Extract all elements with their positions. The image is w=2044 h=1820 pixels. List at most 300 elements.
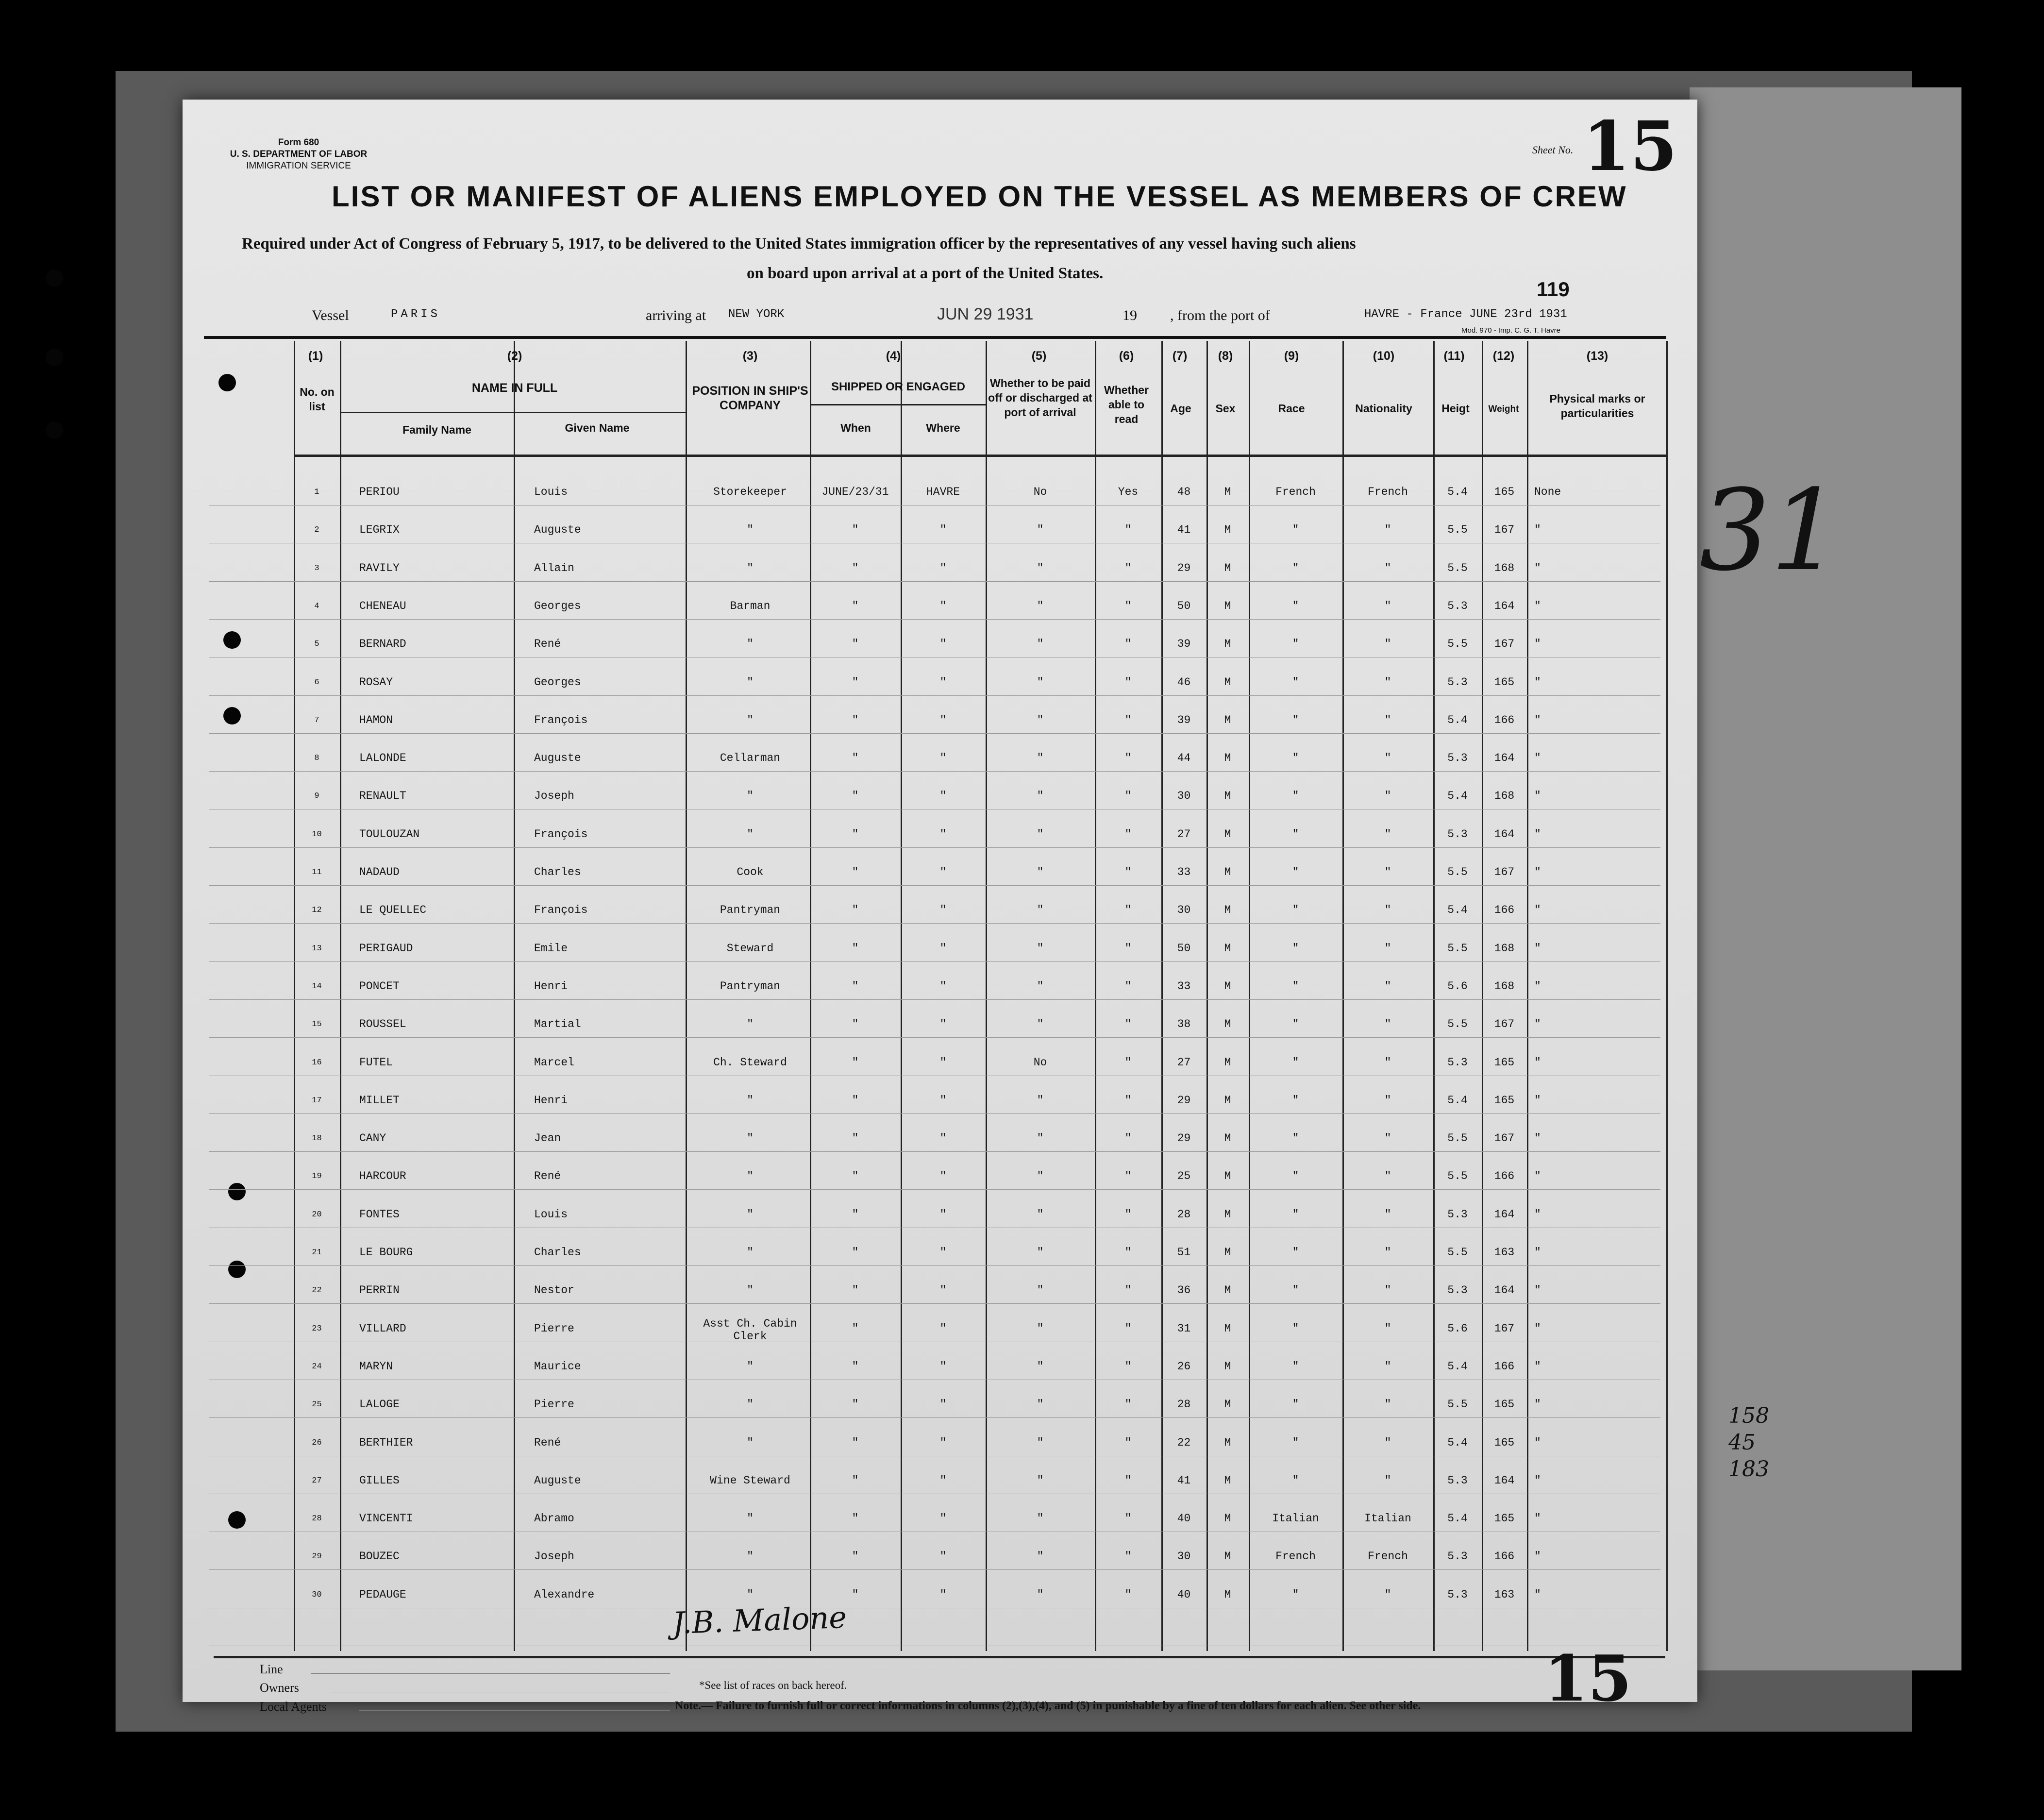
col-shipped: SHIPPED OR ENGAGED [831,380,966,393]
row-rule [209,999,1660,1000]
cell-shipped-where: " [939,1398,947,1411]
cell-able-to-read: " [1124,1360,1132,1373]
penalty-note: Note.— Failure to furnish full or correct informations in columns (2),(3),(4), and (5) in punishable by a fine of ten dollars for each alien. See other side. [675,1700,1421,1712]
cell-nationality: French [1368,486,1408,498]
cell-shipped-when: " [852,638,859,651]
cell-sex: M [1224,1170,1231,1183]
punch-hole [228,1511,246,1529]
cell-given-name: François [534,904,588,917]
cell-given-name: Nestor [534,1284,574,1297]
header-divider [340,412,686,413]
cell-sex: M [1224,599,1231,612]
cell-able-to-read: " [1124,1094,1132,1107]
cell-nationality: " [1384,790,1391,803]
cell-race: " [1292,1246,1299,1259]
cell-position: Ch. Steward [713,1056,787,1069]
col-paid-off: Whether to be paid off or discharged at port of arrival [988,377,1092,419]
cell-height: 5.6 [1447,979,1468,993]
cell-height: 5.3 [1447,752,1468,765]
cell-given-name: Georges [534,599,581,612]
cell-given-name: René [534,1436,561,1449]
cell-row-number: 6 [314,677,319,687]
cell-race: " [1292,827,1299,841]
cell-weight: 165 [1494,1436,1515,1449]
cell-paid-off: " [1037,1588,1044,1601]
cell-family-name: RAVILY [359,561,400,574]
col-num-2: (2) [507,349,522,363]
cell-row-number: 5 [314,640,319,649]
column-divider [1482,341,1483,1651]
cell-paid-off: " [1037,675,1044,689]
cell-paid-off: " [1037,1512,1044,1525]
cell-able-to-read: " [1124,1170,1132,1183]
cell-race: French [1275,486,1316,498]
cell-given-name: Jean [534,1132,561,1145]
cell-shipped-where: " [939,942,947,955]
cell-sex: M [1224,827,1231,841]
cell-shipped-when: " [852,1132,859,1145]
cell-given-name: Abramo [534,1512,574,1525]
cell-shipped-where: " [939,1246,947,1259]
cell-race: " [1292,638,1299,651]
cell-able-to-read: " [1124,790,1132,803]
column-divider [1161,341,1163,1651]
cell-sex: M [1224,561,1231,574]
cell-family-name: CANY [359,1132,386,1145]
cell-shipped-when: " [852,904,859,917]
cell-age: 22 [1177,1436,1191,1449]
cell-paid-off: " [1037,1018,1044,1031]
cell-weight: 167 [1494,866,1515,878]
cell-row-number: 10 [312,829,322,839]
cell-race: " [1292,1398,1299,1411]
cell-given-name: Pierre [534,1322,574,1335]
cell-physical-marks: " [1534,1588,1541,1601]
cell-nationality: " [1384,1170,1391,1183]
cell-paid-off: " [1037,713,1044,726]
year-label: 19 [1123,307,1137,323]
cell-physical-marks: " [1534,979,1541,993]
cell-height: 5.3 [1447,1474,1468,1487]
cell-shipped-where: " [939,1208,947,1221]
cell-shipped-where: " [939,1550,947,1563]
cell-sex: M [1224,1056,1231,1069]
cell-position: " [747,638,754,651]
cell-physical-marks: " [1534,790,1541,803]
cell-sex: M [1224,1094,1231,1107]
cell-able-to-read: " [1124,1284,1132,1297]
cell-height: 5.5 [1447,1398,1468,1411]
cell-sex: M [1224,790,1231,803]
cell-position: Pantryman [720,979,781,993]
cell-age: 36 [1177,1284,1191,1297]
cell-race: " [1292,979,1299,993]
cell-shipped-where: " [939,1094,947,1107]
cell-shipped-when: " [852,1208,859,1221]
column-divider [1666,341,1668,1651]
cell-able-to-read: " [1124,1588,1132,1601]
cell-row-number: 11 [312,868,322,877]
cell-shipped-where: " [939,1284,947,1297]
cell-physical-marks: " [1534,1132,1541,1145]
cell-weight: 166 [1494,713,1515,726]
row-rule [209,1113,1660,1114]
cell-height: 5.3 [1447,599,1468,612]
cell-paid-off: " [1037,1170,1044,1183]
cell-weight: 168 [1494,561,1515,574]
cell-position: " [747,1436,754,1449]
cell-height: 5.3 [1447,675,1468,689]
cell-weight: 165 [1494,1398,1515,1411]
cell-weight: 167 [1494,638,1515,651]
cell-sex: M [1224,1018,1231,1031]
cell-age: 28 [1177,1398,1191,1411]
vessel-name: PARIS [391,308,441,321]
cell-position: " [747,1208,754,1221]
cell-family-name: LEGRIX [359,523,400,537]
cell-shipped-when: " [852,1170,859,1183]
cell-nationality: " [1384,638,1391,651]
cell-paid-off: No [1033,486,1047,498]
col-num-9: (9) [1284,349,1299,363]
cell-race: " [1292,1360,1299,1373]
cell-able-to-read: " [1124,561,1132,574]
cell-shipped-when: " [852,1322,859,1335]
cell-row-number: 14 [312,981,322,991]
cell-nationality: " [1384,1208,1391,1221]
cell-sex: M [1224,1474,1231,1487]
cell-age: 33 [1177,979,1191,993]
cell-weight: 166 [1494,904,1515,917]
cell-physical-marks: " [1534,752,1541,765]
mod-note: Mod. 970 - Imp. C. G. T. Havre [1461,326,1560,335]
cell-row-number: 21 [312,1248,322,1257]
cell-row-number: 19 [312,1172,322,1181]
cell-given-name: René [534,638,561,651]
cell-physical-marks: " [1534,1056,1541,1069]
cell-sex: M [1224,1588,1231,1601]
cell-shipped-where: " [939,1512,947,1525]
cell-family-name: ROSAY [359,675,393,689]
cell-family-name: LE BOURG [359,1246,413,1259]
cell-nationality: French [1368,1550,1408,1563]
cell-able-to-read: " [1124,827,1132,841]
cell-shipped-where: " [939,1132,947,1145]
cell-race: " [1292,1094,1299,1107]
cell-age: 40 [1177,1588,1191,1601]
cell-row-number: 3 [314,563,319,573]
cell-shipped-when: " [852,942,859,955]
cell-height: 5.3 [1447,1284,1468,1297]
service-name: IMMIGRATION SERVICE [246,161,351,171]
cell-given-name: François [534,713,588,726]
cell-able-to-read: " [1124,904,1132,917]
cell-height: 5.3 [1447,1208,1468,1221]
cell-given-name: Emile [534,942,568,955]
cell-weight: 164 [1494,599,1515,612]
header-divider [294,455,1666,457]
col-num-6: (6) [1119,349,1134,363]
cell-sex: M [1224,1436,1231,1449]
cell-nationality: " [1384,561,1391,574]
cell-shipped-when: " [852,1056,859,1069]
row-rule [209,581,1660,582]
cell-sex: M [1224,866,1231,878]
page-title: LIST OR MANIFEST OF ALIENS EMPLOYED ON THE VESSEL AS MEMBERS OF CREW [332,180,1627,213]
cell-position: " [747,827,754,841]
col-num-10: (10) [1373,349,1395,363]
col-no-on-list: No. on list [300,386,335,413]
cell-nationality: " [1384,866,1391,878]
cell-row-number: 28 [312,1514,322,1524]
cell-sex: M [1224,1208,1231,1221]
cell-row-number: 26 [312,1438,322,1448]
cell-sex: M [1224,523,1231,537]
cell-able-to-read: " [1124,713,1132,726]
cell-race: " [1292,1132,1299,1145]
cell-weight: 166 [1494,1170,1515,1183]
page-count: 119 [1537,278,1570,301]
cell-height: 5.5 [1447,1018,1468,1031]
cell-position: " [747,1018,754,1031]
row-rule [209,847,1660,848]
cell-age: 29 [1177,1094,1191,1107]
cell-physical-marks: " [1534,1474,1541,1487]
cell-family-name: CHENEAU [359,599,406,612]
cell-paid-off: " [1037,638,1044,651]
col-num-5: (5) [1031,349,1047,363]
cell-height: 5.4 [1447,486,1468,498]
cell-nationality: Italian [1364,1512,1411,1525]
cell-row-number: 1 [314,488,319,497]
from-label: , from the port of [1170,307,1270,323]
cell-physical-marks: " [1534,599,1541,612]
cell-race: " [1292,1284,1299,1297]
races-note: *See list of races on back hereof. [699,1679,847,1691]
row-rule [209,1303,1660,1304]
col-race: Race [1278,402,1305,415]
cell-family-name: HARCOUR [359,1170,406,1183]
row-rule [209,619,1660,620]
cell-weight: 165 [1494,675,1515,689]
cell-position: " [747,1588,754,1601]
cell-paid-off: " [1037,979,1044,993]
cell-age: 41 [1177,1474,1191,1487]
cell-height: 5.5 [1447,942,1468,955]
cell-shipped-when: " [852,561,859,574]
row-rule [209,885,1660,886]
cell-race: " [1292,1018,1299,1031]
cell-row-number: 7 [314,715,319,725]
cell-sex: M [1224,713,1231,726]
cell-sex: M [1224,942,1231,955]
cell-position: " [747,1246,754,1259]
cell-family-name: TOULOUZAN [359,827,420,841]
punch-hole [228,1183,246,1200]
cell-shipped-where: " [939,675,947,689]
cell-family-name: VILLARD [359,1322,406,1335]
sheet-number: 15 [1583,107,1677,186]
col-num-3: (3) [742,349,758,363]
row-rule [209,1037,1660,1038]
cell-nationality: " [1384,1056,1391,1069]
col-num-8: (8) [1218,349,1233,363]
cell-height: 5.5 [1447,1132,1468,1145]
cell-physical-marks: " [1534,1322,1541,1335]
cell-shipped-when: " [852,1474,859,1487]
cell-weight: 165 [1494,486,1515,498]
cell-weight: 166 [1494,1360,1515,1373]
cell-family-name: RENAULT [359,790,406,803]
cell-family-name: VINCENTI [359,1512,413,1525]
cell-row-number: 13 [312,944,322,953]
cell-shipped-where: " [939,1322,947,1335]
cell-row-number: 15 [312,1020,322,1029]
cell-family-name: BERNARD [359,638,406,651]
cell-sex: M [1224,486,1231,498]
cell-age: 27 [1177,1056,1191,1069]
row-rule [209,733,1660,734]
column-divider [514,341,515,1651]
cell-race: " [1292,561,1299,574]
cell-nationality: " [1384,1322,1391,1335]
cell-given-name: Martial [534,1018,581,1031]
cell-row-number: 24 [312,1362,322,1371]
cell-position: " [747,1132,754,1145]
cell-race: " [1292,1474,1299,1487]
cell-position: Wine Steward [710,1474,790,1487]
cell-row-number: 16 [312,1058,322,1067]
column-divider [1342,341,1344,1651]
cell-shipped-where: " [939,599,947,612]
cell-nationality: " [1384,942,1391,955]
cell-shipped-where: " [939,638,947,651]
cell-height: 5.4 [1447,904,1468,917]
cell-paid-off: " [1037,1094,1044,1107]
punch-hole [46,270,63,287]
cell-paid-off: " [1037,752,1044,765]
cell-given-name: Auguste [534,1474,581,1487]
col-sex: Sex [1215,402,1236,415]
col-position: POSITION IN SHIP'S COMPANY [692,384,808,412]
cell-weight: 168 [1494,790,1515,803]
cell-given-name: Maurice [534,1360,581,1373]
cell-sex: M [1224,904,1231,917]
margin-tally-2: 45 [1728,1430,1756,1455]
cell-race: " [1292,1208,1299,1221]
cell-able-to-read: " [1124,1322,1132,1335]
cell-position: Cellarman [720,752,781,765]
punch-hole [218,374,236,391]
cell-given-name: Charles [534,866,581,878]
cell-race: Italian [1272,1512,1319,1525]
cell-height: 5.6 [1447,1322,1468,1335]
cell-sex: M [1224,675,1231,689]
cell-weight: 167 [1494,1132,1515,1145]
cell-age: 48 [1177,486,1191,498]
cell-position: " [747,1398,754,1411]
cell-weight: 167 [1494,1322,1515,1335]
row-rule [209,771,1660,772]
col-num-1: (1) [308,349,323,363]
cell-nationality: " [1384,1436,1391,1449]
margin-number: 31 [1699,466,1842,596]
col-when: When [840,421,871,434]
cell-shipped-when: " [852,1094,859,1107]
col-num-11: (11) [1443,349,1465,363]
footer-line-blank [311,1673,670,1674]
cell-shipped-when: " [852,1284,859,1297]
cell-row-number: 30 [312,1590,322,1600]
cell-weight: 165 [1494,1512,1515,1525]
cell-shipped-where: HAVRE [926,486,960,498]
cell-shipped-where: " [939,1360,947,1373]
punch-hole [223,707,241,725]
cell-row-number: 27 [312,1476,322,1485]
cell-weight: 166 [1494,1550,1515,1563]
col-num-12: (12) [1492,349,1515,363]
cell-able-to-read: " [1124,752,1132,765]
cell-sex: M [1224,1132,1231,1145]
cell-physical-marks: " [1534,904,1541,917]
cell-race: " [1292,942,1299,955]
col-num-4: (4) [886,349,901,363]
cell-weight: 168 [1494,979,1515,993]
cell-nationality: " [1384,752,1391,765]
col-given-name: Given Name [565,421,630,434]
cell-family-name: LE QUELLEC [359,904,427,917]
col-physical-marks: Physical marks or particularities [1549,392,1645,420]
cell-age: 50 [1177,942,1191,955]
cell-row-number: 18 [312,1134,322,1144]
cell-physical-marks: " [1534,866,1541,878]
cell-nationality: " [1384,1398,1391,1411]
column-divider [340,341,341,1651]
punch-hole [46,349,63,366]
cell-given-name: Louis [534,1208,568,1221]
cell-row-number: 20 [312,1210,322,1219]
cell-paid-off: " [1037,827,1044,841]
cell-able-to-read: Yes [1118,486,1139,498]
cell-able-to-read: " [1124,979,1132,993]
cell-shipped-when: " [852,979,859,993]
cell-sex: M [1224,752,1231,765]
cell-height: 5.3 [1447,827,1468,841]
header-rule [204,336,1666,339]
cell-family-name: GILLES [359,1474,400,1487]
cell-physical-marks: " [1534,1018,1541,1031]
cell-height: 5.5 [1447,638,1468,651]
cell-physical-marks: " [1534,1208,1541,1221]
cell-paid-off: " [1037,1474,1044,1487]
vessel-label: Vessel [312,307,349,323]
cell-able-to-read: " [1124,942,1132,955]
cell-shipped-when: " [852,1398,859,1411]
row-rule [209,1417,1660,1418]
cell-able-to-read: " [1124,1246,1132,1259]
col-family-name: Family Name [402,423,471,436]
cell-weight: 167 [1494,523,1515,537]
cell-sex: M [1224,1398,1231,1411]
cell-shipped-when: " [852,827,859,841]
cell-race: " [1292,675,1299,689]
cell-physical-marks: " [1534,675,1541,689]
cell-shipped-when: " [852,752,859,765]
cell-able-to-read: " [1124,675,1132,689]
column-divider [986,341,987,1651]
cell-position: " [747,713,754,726]
cell-paid-off: " [1037,523,1044,537]
